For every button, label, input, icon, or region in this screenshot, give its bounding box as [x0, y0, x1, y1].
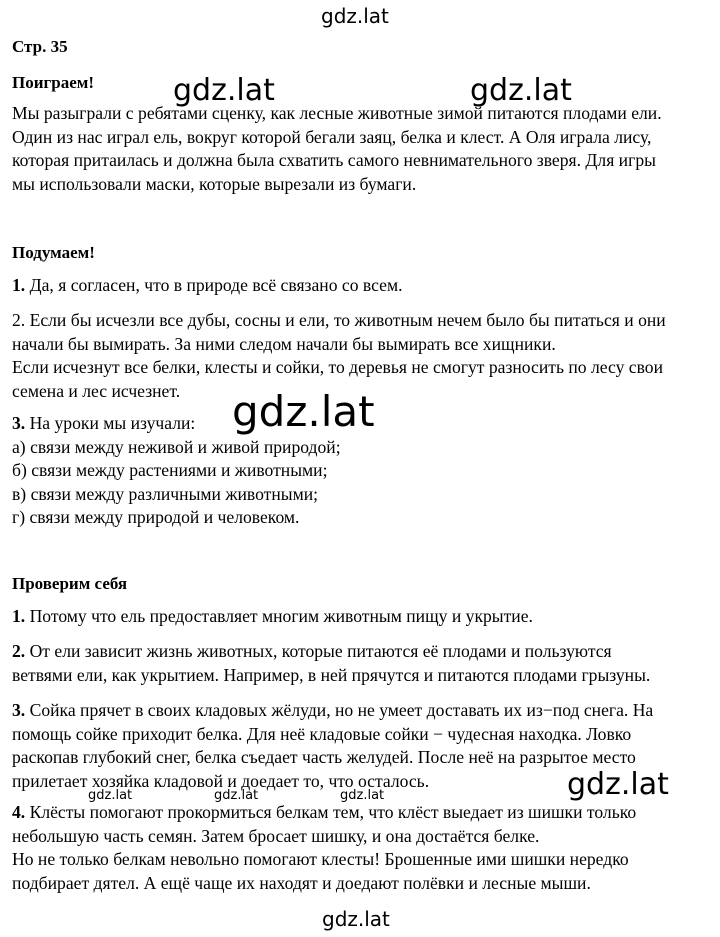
answer-number: 1.: [12, 275, 26, 295]
answer-number: 3.: [12, 413, 26, 433]
answer-text: Сойка прячет в своих кладовых жёлуди, но не умеет доставать их из−под снега. На: [25, 700, 654, 720]
watermark: gdz.lat: [232, 387, 375, 436]
list-item: а) связи между неживой и живой природой;: [12, 436, 341, 457]
watermark: gdz.lat: [470, 73, 572, 108]
section-title-check: Проверим себя: [12, 574, 128, 593]
answer-number: 4.: [12, 802, 26, 822]
check-answer-4: [12, 801, 712, 895]
watermark-top: gdz.lat: [321, 4, 389, 28]
check-answer-2: [12, 640, 712, 687]
text-line: которая притаилась и должна была схватить самого невнимательного зверя. Для игры: [12, 150, 656, 170]
think-answer-1: [12, 274, 712, 298]
text-line: мы использовали маски, которые вырезали из бумаги.: [12, 173, 417, 194]
watermark: gdz.lat: [340, 788, 385, 803]
answer-number: 3.: [12, 700, 26, 720]
answer-number: 2.: [12, 641, 26, 661]
answer-text: Да, я согласен, что в природе всё связано со всем.: [25, 275, 403, 295]
text-line: подбирает дятел. А ещё чаще их находят и доедают полёвки и лесные мыши.: [12, 872, 591, 893]
text-line: Один из нас играл ель, вокруг которой бегали заяц, белка и клест. А Оля играла лису,: [12, 126, 652, 147]
text-line: помощь сойке приходит белка. Для неё кладовые сойки − чудесная находка. Ловко: [12, 723, 632, 744]
text-line: Мы разыграли с ребятами сценку, как лесные животные зимой питаются плодами ели.: [12, 103, 662, 123]
watermark: gdz.lat: [567, 767, 669, 802]
text-line: небольшую часть семян. Затем бросает шишку, и она достаётся белке.: [12, 825, 540, 846]
check-answer-3: [12, 699, 712, 793]
text-line: раскопав глубокий снег, белка съедает часть желудей. После неё на разрытое место: [12, 747, 636, 767]
text-line: 2. Если бы исчезли все дубы, сосны и ели, то животным нечем было бы питаться и они: [12, 310, 666, 330]
text-line: семена и лес исчезнет.: [12, 380, 181, 401]
answer-text: Потому что ель предоставляет многим животным пищу и укрытие.: [25, 606, 533, 626]
text-line: [12, 801, 712, 825]
check-answer-1: [12, 605, 712, 629]
answer-text: На уроки мы изучали:: [25, 413, 196, 433]
text-line: Но не только белкам невольно помогают клесты! Брошенные ими шишки нередко: [12, 849, 629, 869]
list-item: в) связи между различными животными;: [12, 483, 319, 504]
text-line: [12, 699, 712, 723]
text-line: [12, 412, 712, 436]
answer-number: 1.: [12, 606, 26, 626]
text-line: прилетает хозяйка кладовой и доедает то, что осталось.: [12, 770, 430, 791]
watermark: gdz.lat: [214, 788, 259, 803]
text-line: начали бы вымирать. За ними следом начали бы вымирать все хищники.: [12, 333, 556, 354]
list-item: б) связи между растениями и животными;: [12, 460, 328, 480]
section-title-play: Поиграем!: [12, 73, 94, 92]
answer-text: Клёсты помогают прокормиться белкам тем, что клёст выедает из шишки только: [25, 802, 637, 822]
text-line: ветвями ели, как укрытием. Например, в ней прячутся и питаются плодами грызуны.: [12, 664, 651, 685]
text-line: Если исчезнут все белки, клесты и сойки, то деревья не смогут разносить по лесу свои: [12, 357, 663, 377]
play-paragraph: [12, 102, 712, 196]
page-heading: Стр. 35: [12, 37, 68, 56]
answer-text: От ели зависит жизнь животных, которые питаются её плодами и пользуются: [25, 641, 612, 661]
section-title-think: Подумаем!: [12, 243, 95, 262]
think-answer-2: [12, 309, 712, 403]
watermark-bottom: gdz.lat: [322, 907, 390, 931]
watermark: gdz.lat: [88, 788, 133, 803]
think-answer-3: [12, 412, 712, 530]
watermark: gdz.lat: [173, 73, 275, 108]
list-item: г) связи между природой и человеком.: [12, 507, 300, 527]
text-line: [12, 640, 712, 664]
